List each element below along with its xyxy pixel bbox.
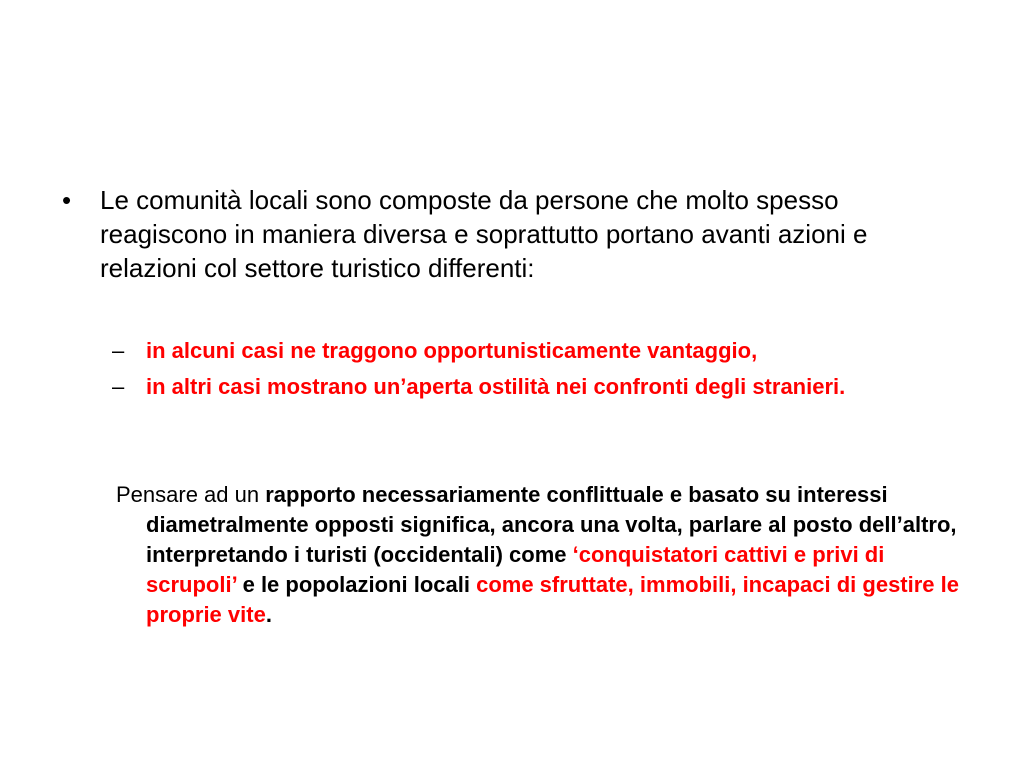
paragraph-period: . bbox=[265, 602, 272, 627]
paragraph-intro: Pensare ad un bbox=[116, 482, 266, 507]
sub-bullet-2 bbox=[112, 372, 912, 402]
paragraph-bold-connector: e le popolazioni locali bbox=[236, 572, 477, 597]
sub-bullet-1 bbox=[112, 336, 912, 366]
conclusion-paragraph bbox=[116, 480, 966, 630]
paragraph-highlight-conquerors: ‘conquistatori cattivi e privi di scrupoli’ bbox=[146, 542, 885, 597]
main-bullet bbox=[62, 183, 962, 285]
sub-item-text: in altri casi mostrano un’aperta ostilità nei confronti degli stranieri. bbox=[146, 374, 846, 399]
dash-marker: – bbox=[112, 374, 125, 399]
sub-item-text: in alcuni casi ne traggono opportunisticamente vantaggio, bbox=[146, 338, 758, 363]
paragraph-bold-statement: rapporto necessariamente conflittuale e basato su interessi diametralmente opposti significa, ancora una volta, parlare al posto dell’altro, interpretando i turisti (occidentali) come bbox=[146, 482, 957, 567]
sub-item bbox=[112, 372, 912, 402]
sub-item bbox=[112, 336, 912, 366]
bullet-marker: • bbox=[62, 185, 72, 215]
dash-marker: – bbox=[112, 338, 125, 363]
main-bullet-text: Le comunità locali sono composte da persone che molto spesso reagiscono in maniera diversa e soprattutto portano avanti azioni e relazioni col settore turistico differenti: bbox=[100, 185, 868, 283]
paragraph-highlight-locals: come sfruttate, immobili, incapaci di gestire le proprie vite bbox=[146, 572, 959, 627]
